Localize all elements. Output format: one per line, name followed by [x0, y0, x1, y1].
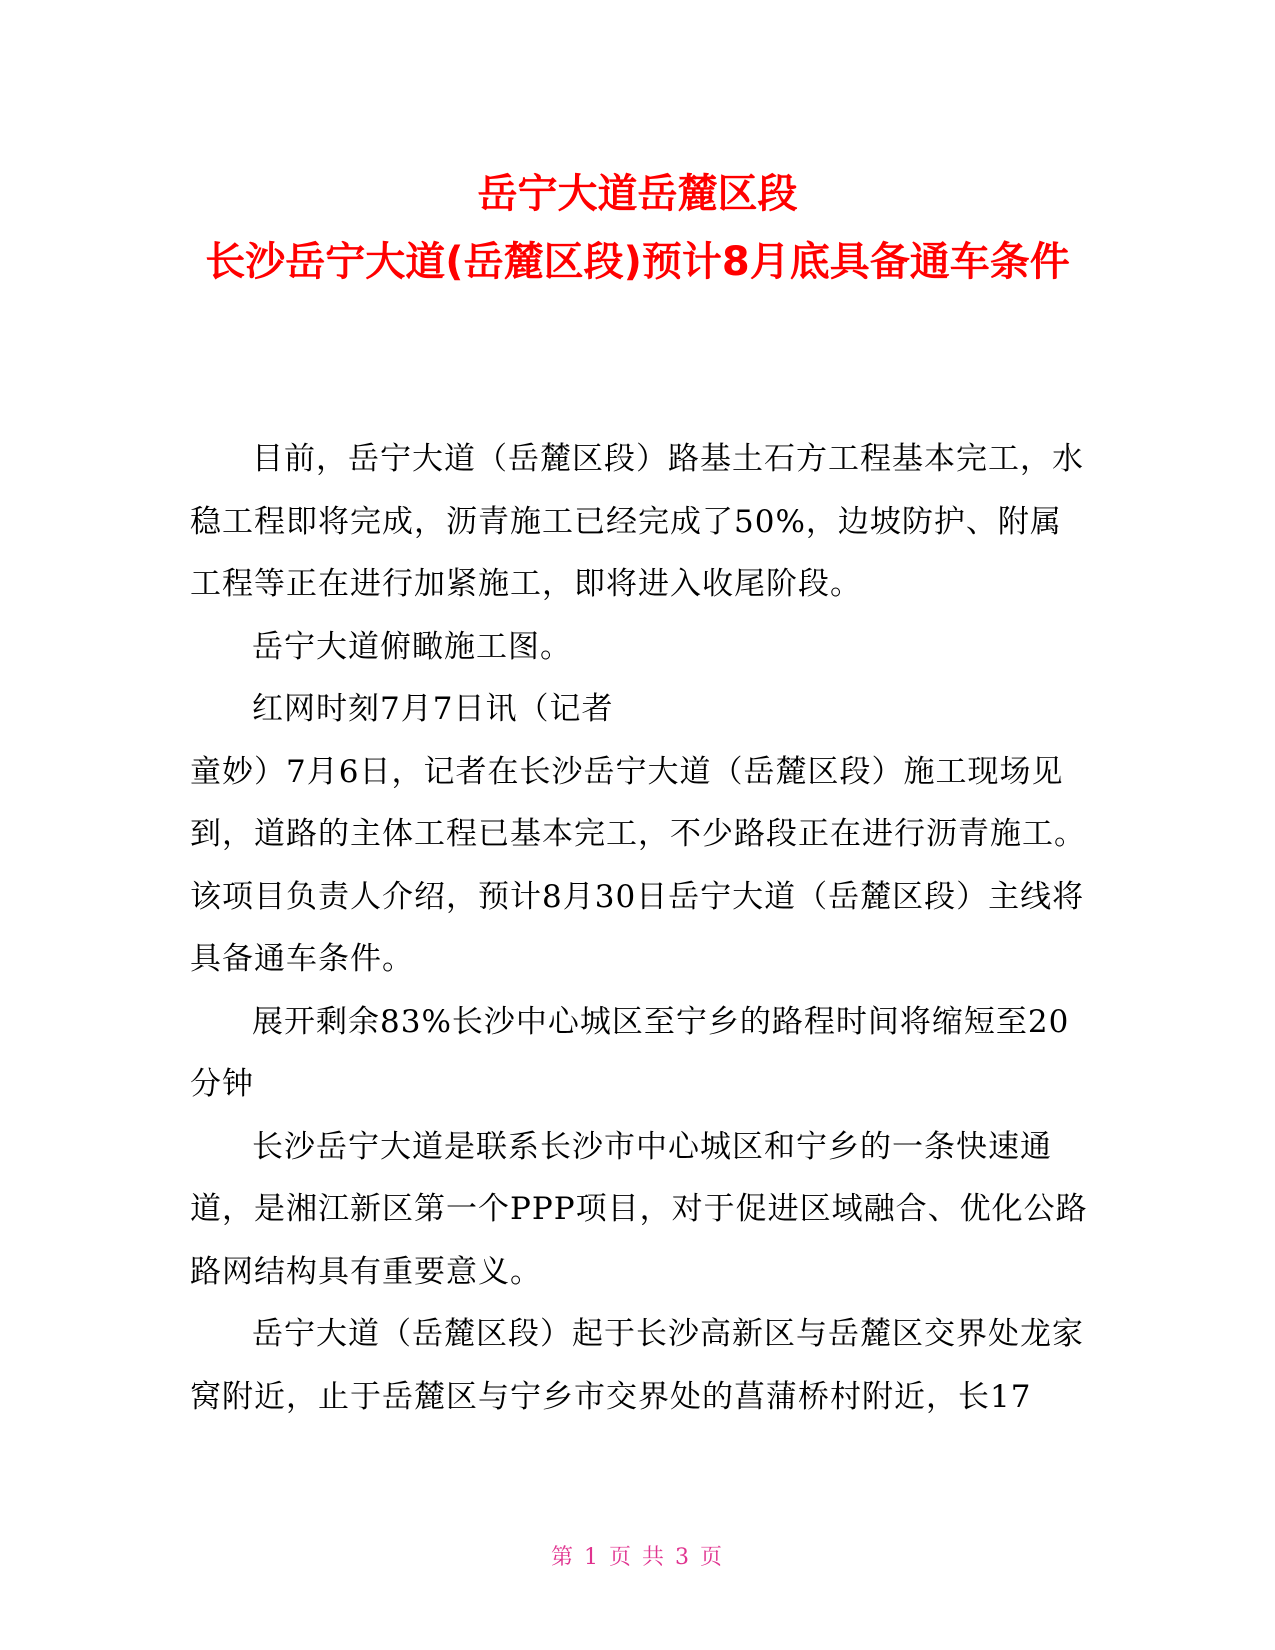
paragraph: 童妙）7月6日，记者在长沙岳宁大道（岳麓区段）施工现场见到，道路的主体工程已基本完工，不少路段正在进行沥青施工。该项目负责人介绍，预计8月30日岳宁大道（岳麓区段）主线将具备通车条件。 [190, 753, 1086, 977]
paragraph: 目前，岳宁大道（岳麓区段）路基土石方工程基本完工，水稳工程即将完成，沥青施工已经完成了50%，边坡防护、附属工程等正在进行加紧施工，即将进入收尾阶段。 [190, 441, 1084, 602]
paragraph: 岳宁大道俯瞰施工图。 [252, 628, 572, 665]
paragraph: 岳宁大道（岳麓区段）起于长沙高新区与岳麓区交界处龙家窝附近，止于岳麓区与宁乡市交界处的菖蒲桥村附近，长17 [190, 1316, 1084, 1415]
paragraph: 红网时刻7月7日讯（记者 [252, 691, 614, 727]
paragraph: 展开剩余83%长沙中心城区至宁乡的路程时间将缩短至20分钟 [190, 1003, 1070, 1102]
document-body [190, 428, 1090, 1428]
document-title-line2: 长沙岳宁大道(岳麓区段)预计8月底具备通车条件 [205, 239, 1070, 285]
page-footer: 第 1 页 共 3 页 [551, 1545, 724, 1570]
document-title-line1: 岳宁大道岳麓区段 [477, 171, 798, 217]
paragraph: 长沙岳宁大道是联系长沙市中心城区和宁乡的一条快速通道，是湘江新区第一个PPP项目，对于促进区域融合、优化公路路网结构具有重要意义。 [190, 1128, 1088, 1290]
